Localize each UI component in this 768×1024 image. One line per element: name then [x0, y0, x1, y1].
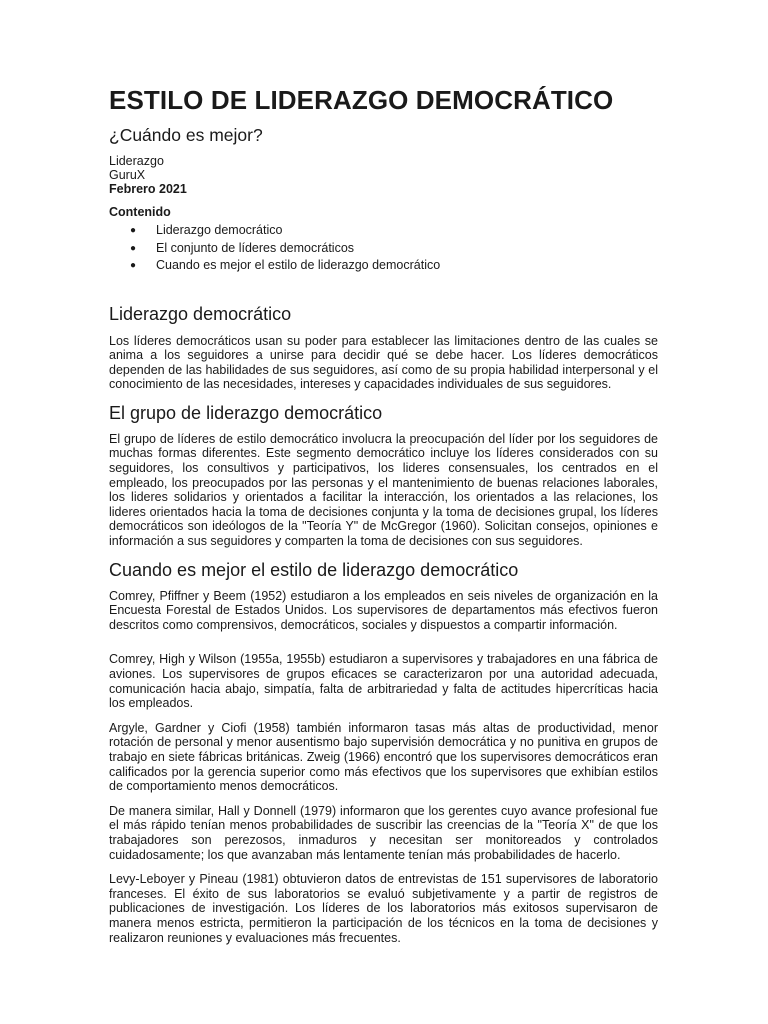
- meta-author: GuruX: [109, 168, 146, 182]
- document-subtitle: ¿Cuándo es mejor?: [109, 125, 263, 145]
- bullet-icon: ●: [130, 260, 137, 271]
- document-meta: [109, 154, 658, 196]
- toc-item-label: Cuando es mejor el estilo de liderazgo democrático: [156, 258, 441, 272]
- toc-item[interactable]: [109, 240, 658, 258]
- bullet-icon: ●: [130, 242, 137, 254]
- section-heading: Liderazgo democrático: [109, 303, 292, 324]
- section-cuando-es-mejor: [109, 559, 658, 945]
- section-heading: Cuando es mejor el estilo de liderazgo democrático: [109, 559, 519, 580]
- paragraph: Argyle, Gardner y Ciofi (1958) también informaron tasas más altas de productividad, menor rotación de personal y menor ausentismo bajo supervisión democrática y no punitiva en grupos de trabajo en siete fábricas británicas. Zweig (1966) encontró que los supervisores democráticos eran calificados por la gerencia superior como más efectivos que los supervisores que exhibían estilos de comportamiento menos democráticos.: [109, 720, 658, 794]
- paragraph: Los líderes democráticos usan su poder para establecer las limitaciones dentro de las cuales se anima a los seguidores a unirse para decidir qué se debe hacer. Los líderes democráticos dependen de las habilidades de sus seguidores, así como de su propia habilidad interpersonal y el conocimiento de las necesidades, intereses y capacidades individuales de sus seguidores.: [109, 333, 658, 392]
- document-content: [109, 84, 658, 945]
- section-liderazgo-democratico: [109, 303, 658, 392]
- paragraph: De manera similar, Hall y Donnell (1979) informaron que los gerentes cuyo avance profesional fue el más rápido tenían menos probabilidades de suscribir las creencias de la "Teoría X" de que los trabajadores son perezosos, inmaduros y necesitan ser monitoreados y controlados cuidadosamente; los que avanzaban más lentamente tenían más probabilidades de hacerlo.: [109, 803, 658, 862]
- paragraph: Levy-Leboyer y Pineau (1981) obtuvieron datos de entrevistas de 151 supervisores de laboratorio franceses. El éxito de sus laboratorios se evaluó subjetivamente y a partir de registros de publicaciones de investigación. Los líderes de los laboratorios más exitosos supervisaron de manera menos estricta, permitieron la participación de los técnicos en la toma de decisiones y realizaron reuniones y evaluaciones más frecuentes.: [109, 872, 658, 945]
- section-grupo-liderazgo: [109, 402, 658, 549]
- table-of-contents: [109, 222, 658, 275]
- toc-item-label: Liderazgo democrático: [156, 223, 283, 237]
- toc-item-label: El conjunto de líderes democráticos: [156, 240, 355, 255]
- paragraph: Comrey, Pfiffner y Beem (1952) estudiaron a los empleados en seis niveles de organización en la Encuesta Forestal de Estados Unidos. Los supervisores de departamentos más efectivos fueron descritos como comprensivos, democráticos, sociales y dispuestos a compartir información.: [109, 588, 658, 632]
- document-title: ESTILO DE LIDERAZGO DEMOCRÁTICO: [109, 85, 614, 115]
- meta-date: Febrero 2021: [109, 182, 187, 196]
- section-heading: El grupo de liderazgo democrático: [109, 402, 383, 423]
- toc-item[interactable]: [109, 257, 658, 275]
- toc-heading: Contenido: [109, 205, 171, 219]
- meta-category: Liderazgo: [109, 154, 164, 168]
- paragraph: El grupo de líderes de estilo democrático involucra la preocupación del líder por los seguidores de muchas formas diferentes. Este segmento democrático incluye los líderes considerados con su seguidores, los consultivos y participativos, los lideres consensuales, los centrados en el empleado, los preocupados por las personas y el mantenimiento de buenas relaciones laborales, los lideres solidarios y orientados a facilitar la interacción, los orientados a las relaciones, los lideres orientados hacia la toma de decisiones conjunta y la toma de decisiones grupal, los líderes democráticos son ideólogos de la "Teoría Y" de McGregor (1960). Solicitan consejos, opiniones e información a sus seguidores y comparten la toma de decisiones con sus seguidores.: [109, 431, 658, 549]
- paragraph: Comrey, High y Wilson (1955a, 1955b) estudiaron a supervisores y trabajadores en una fábrica de aviones. Los supervisores de grupos eficaces se caracterizaron por una autoridad adecuada, comunicación hacia abajo, simpatía, falta de arbitrariedad y falta de actitudes hipercríticas hacia los empleados.: [109, 652, 658, 711]
- bullet-icon: ●: [130, 225, 137, 236]
- toc-item[interactable]: [109, 222, 658, 240]
